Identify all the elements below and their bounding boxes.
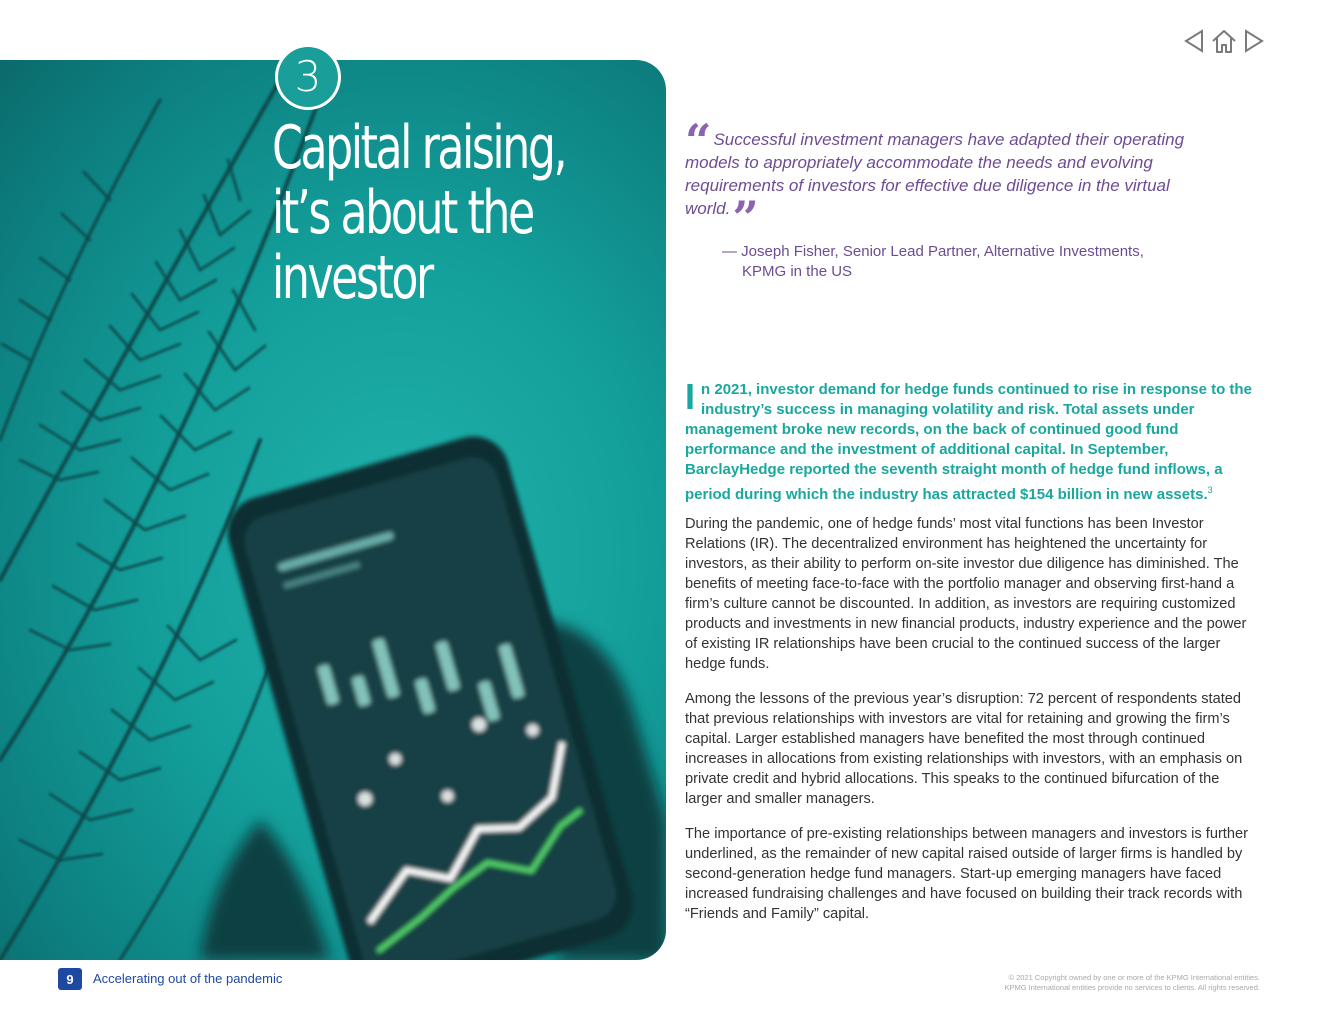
lead-text: n 2021, investor demand for hedge funds continued to rise in response to the industry’s success in managing volatility and risk. Total assets under management broke new records, on the back of continued good fund performance and the investment of additional capital. In September, BarclayHedge reported the seventh straight month of hedge fund inflows, a period during which the industry has attracted $154 billion in new assets.	[685, 381, 1252, 503]
section-number-badge	[275, 44, 341, 110]
triangle-right-icon	[1240, 26, 1268, 56]
next-page-button[interactable]	[1240, 26, 1268, 56]
copyright-line: © 2021 Copyright owned by one or more of the KPMG International entities.	[1008, 973, 1260, 982]
body-paragraph: The importance of pre-existing relationships between managers and investors is further underlined, as the remainder of new capital raised outside of larger firms is handled by second-generation hedge fund managers. Start-up emerging managers have faced increased fundraising challenges and have focused on building their track records with “Friends and Family” capital.	[685, 826, 1248, 922]
title-line: it’s about the	[272, 178, 533, 248]
footer-document-title[interactable]: Accelerating out of the pandemic	[93, 971, 283, 986]
quote-attribution	[722, 242, 1182, 282]
page-navigation	[1180, 26, 1268, 56]
previous-page-button[interactable]	[1180, 26, 1208, 56]
drop-cap: I	[685, 376, 696, 417]
attribution-line: — Joseph Fisher, Senior Lead Partner, Alternative Investments,	[722, 243, 1144, 260]
body-paragraph: Among the lessons of the previous year’s disruption: 72 percent of respondents stated that previous relationships with investors are vital for retaining and growing the firm’s capital. Larger established managers have benefited the most through continued increases in allocations from existing relationships with investors, with an emphasis on private credit and hybrid allocations. This speaks to the continued bifurcation of the larger and smaller managers.	[685, 691, 1243, 807]
body-paragraph: During the pandemic, one of hedge funds’ most vital functions has been Investor Relations (IR). The decentralized environment has heightened the uncertainty for investors, as their ability to perform on-site investor due diligence has diminished. The benefits of meeting face-to-face with the portfolio manager and observing first-hand a firm’s culture cannot be discounted. In addition, as investors are requiring customized products and investments in new financial products, industry experience and the power of existing IR relationships have been crucial to the continued success of the larger hedge funds.	[685, 516, 1247, 672]
home-icon	[1210, 26, 1238, 56]
pull-quote	[685, 114, 1225, 245]
fern-leaflets	[2, 160, 265, 860]
page-number-badge: 9	[58, 968, 82, 990]
section-number: 3	[278, 47, 338, 107]
close-quote-icon: ”	[732, 191, 759, 245]
home-button[interactable]	[1210, 26, 1238, 56]
quote-text: Successful investment managers have adapted their operating models to appropriately accommodate the needs and evolving requirements of investors for effective due diligence in the virtual world.	[685, 130, 1185, 218]
triangle-left-icon	[1180, 26, 1208, 56]
footnote-ref: 3	[1207, 485, 1213, 495]
open-quote-icon: “	[685, 114, 712, 168]
attribution-line: KPMG in the US	[742, 263, 853, 280]
title-line: Capital raising,	[272, 113, 566, 183]
copyright-line: KPMG International entities provide no services to clients. All rights reserved.	[1004, 983, 1260, 992]
page-title	[272, 113, 566, 313]
lead-paragraph	[685, 376, 1260, 505]
title-line: investor	[272, 243, 432, 313]
copyright-notice	[1004, 973, 1260, 993]
